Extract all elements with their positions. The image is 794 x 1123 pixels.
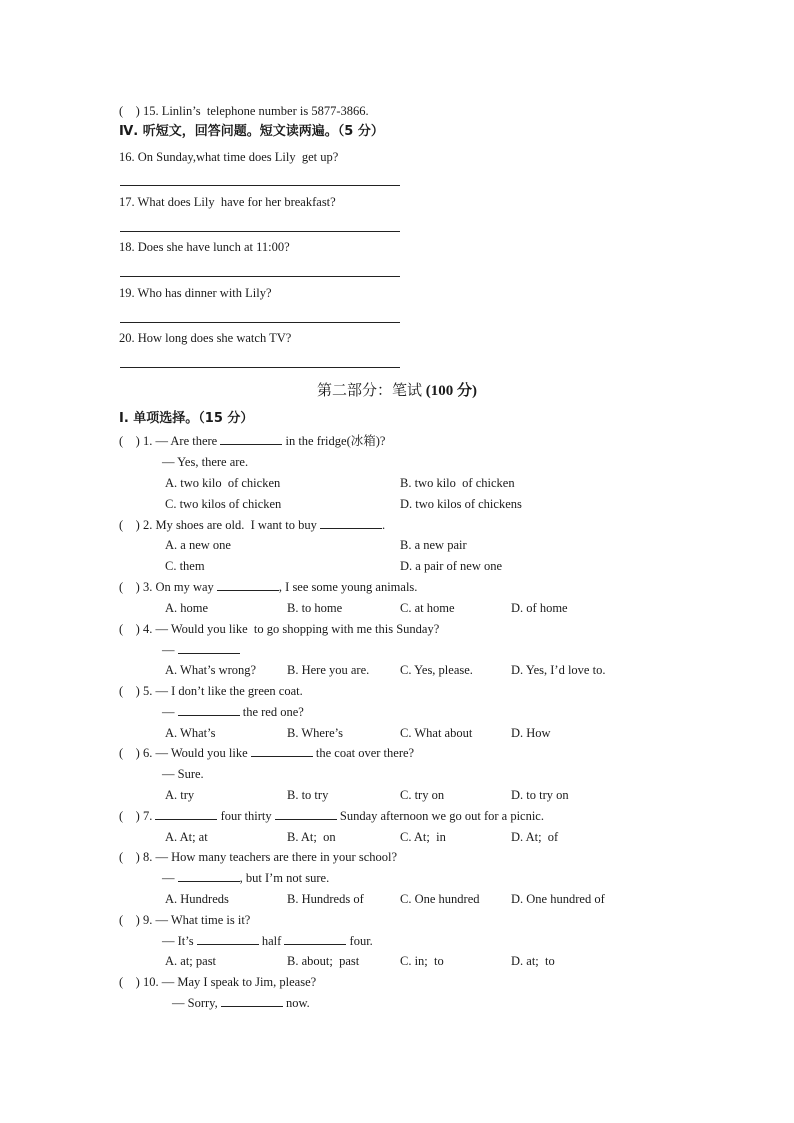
mc-question-10: ( ) 10. — May I speak to Jim, please? xyxy=(119,975,317,989)
option-7b: B. At; on xyxy=(287,830,336,844)
question-17: 17. What does Lily have for her breakfast? xyxy=(119,195,336,209)
answer-line-20[interactable] xyxy=(120,367,400,368)
question-20: 20. How long does she watch TV? xyxy=(119,331,292,345)
option-6b: B. to try xyxy=(287,788,329,802)
mc-question-9: ( ) 9. — What time is it? xyxy=(119,913,251,927)
option-1d: D. two kilos of chickens xyxy=(400,497,522,511)
option-2b: B. a new pair xyxy=(400,538,467,552)
answer-line-17[interactable] xyxy=(120,231,400,232)
option-8d: D. One hundred of xyxy=(511,892,605,906)
blank[interactable] xyxy=(217,579,279,591)
option-4b: B. Here you are. xyxy=(287,663,370,677)
blank[interactable] xyxy=(275,808,337,820)
part-2-title xyxy=(0,380,794,401)
option-4a: A. What’s wrong? xyxy=(165,663,257,677)
option-2c: C. them xyxy=(165,559,205,573)
option-3b: B. to home xyxy=(287,601,343,615)
answer-line-18[interactable] xyxy=(120,276,400,277)
option-7a: A. At; at xyxy=(165,830,208,844)
option-3d: D. of home xyxy=(511,601,568,615)
mc-question-5-reply: — the red one? xyxy=(162,705,304,719)
mc-question-4-reply: — xyxy=(162,642,240,658)
option-5d: D. How xyxy=(511,726,551,740)
blank[interactable] xyxy=(221,995,283,1007)
mc-question-3: ( ) 3. On my way , I see some young animals. xyxy=(119,580,418,594)
mc-question-2: ( ) 2. My shoes are old. I want to buy . xyxy=(119,518,386,532)
option-6d: D. to try on xyxy=(511,788,569,802)
option-8a: A. Hundreds xyxy=(165,892,229,906)
option-7d: D. At; of xyxy=(511,830,559,844)
section-1-title: Ⅰ. 单项选择。（15 分） xyxy=(119,411,254,426)
option-4c: C. Yes, please. xyxy=(400,663,473,677)
part-2-title-score: (100 分) xyxy=(425,383,477,399)
mc-question-8: ( ) 8. — How many teachers are there in your school? xyxy=(119,850,398,864)
option-5c: C. What about xyxy=(400,726,473,740)
option-5b: B. Where’s xyxy=(287,726,344,740)
mc-question-6: ( ) 6. — Would you like the coat over there? xyxy=(119,746,415,760)
option-1c: C. two kilos of chicken xyxy=(165,497,282,511)
mc-question-1-reply: — Yes, there are. xyxy=(162,455,249,469)
blank[interactable] xyxy=(284,933,346,945)
mc-question-7: ( ) 7. four thirty Sunday afternoon we go out for a picnic. xyxy=(119,809,544,823)
question-19: 19. Who has dinner with Lily? xyxy=(119,286,272,300)
blank[interactable] xyxy=(251,745,313,757)
mc-question-4: ( ) 4. — Would you like to go shopping with me this Sunday? xyxy=(119,622,440,636)
option-9a: A. at; past xyxy=(165,954,217,968)
question-16: 16. On Sunday,what time does Lily get up? xyxy=(119,150,339,164)
blank[interactable] xyxy=(155,808,217,820)
mc-question-1: ( ) 1. — Are there in the fridge(冰箱)? xyxy=(119,434,386,448)
answer-line-19[interactable] xyxy=(120,322,400,323)
option-1a: A. two kilo of chicken xyxy=(165,476,281,490)
option-9d: D. at; to xyxy=(511,954,555,968)
option-7c: C. At; in xyxy=(400,830,446,844)
option-9c: C. in; to xyxy=(400,954,444,968)
blank[interactable] xyxy=(320,517,382,529)
option-8c: C. One hundred xyxy=(400,892,480,906)
mc-question-8-reply: — , but I’m not sure. xyxy=(162,871,330,885)
blank[interactable] xyxy=(178,704,240,716)
option-4d: D. Yes, I’d love to. xyxy=(511,663,606,677)
option-6c: C. try on xyxy=(400,788,445,802)
answer-line-16[interactable] xyxy=(120,185,400,186)
blank[interactable] xyxy=(220,433,282,445)
option-9b: B. about; past xyxy=(287,954,360,968)
option-1b: B. two kilo of chicken xyxy=(400,476,515,490)
blank[interactable] xyxy=(197,933,259,945)
option-3a: A. home xyxy=(165,601,209,615)
mc-question-6-reply: — Sure. xyxy=(162,767,204,781)
blank[interactable] xyxy=(178,870,240,882)
option-2a: A. a new one xyxy=(165,538,231,552)
mc-question-10-reply: — Sorry, now. xyxy=(172,996,310,1010)
option-3c: C. at home xyxy=(400,601,455,615)
option-8b: B. Hundreds of xyxy=(287,892,364,906)
blank[interactable] xyxy=(178,642,240,654)
section-4-title: Ⅳ. 听短文，回答问题。短文读两遍。（5 分） xyxy=(119,124,384,139)
option-2d: D. a pair of new one xyxy=(400,559,503,573)
option-6a: A. try xyxy=(165,788,195,802)
mc-question-9-reply: — It’s half four. xyxy=(162,934,373,948)
option-5a: A. What’s xyxy=(165,726,216,740)
part-2-title-cn: 第二部分：笔试 xyxy=(316,381,422,399)
question-18: 18. Does she have lunch at 11:00? xyxy=(119,240,290,254)
mc-question-5: ( ) 5. — I don’t like the green coat. xyxy=(119,684,303,698)
question-15: ( ) 15. Linlin’s telephone number is 5877-3866. xyxy=(119,104,369,118)
